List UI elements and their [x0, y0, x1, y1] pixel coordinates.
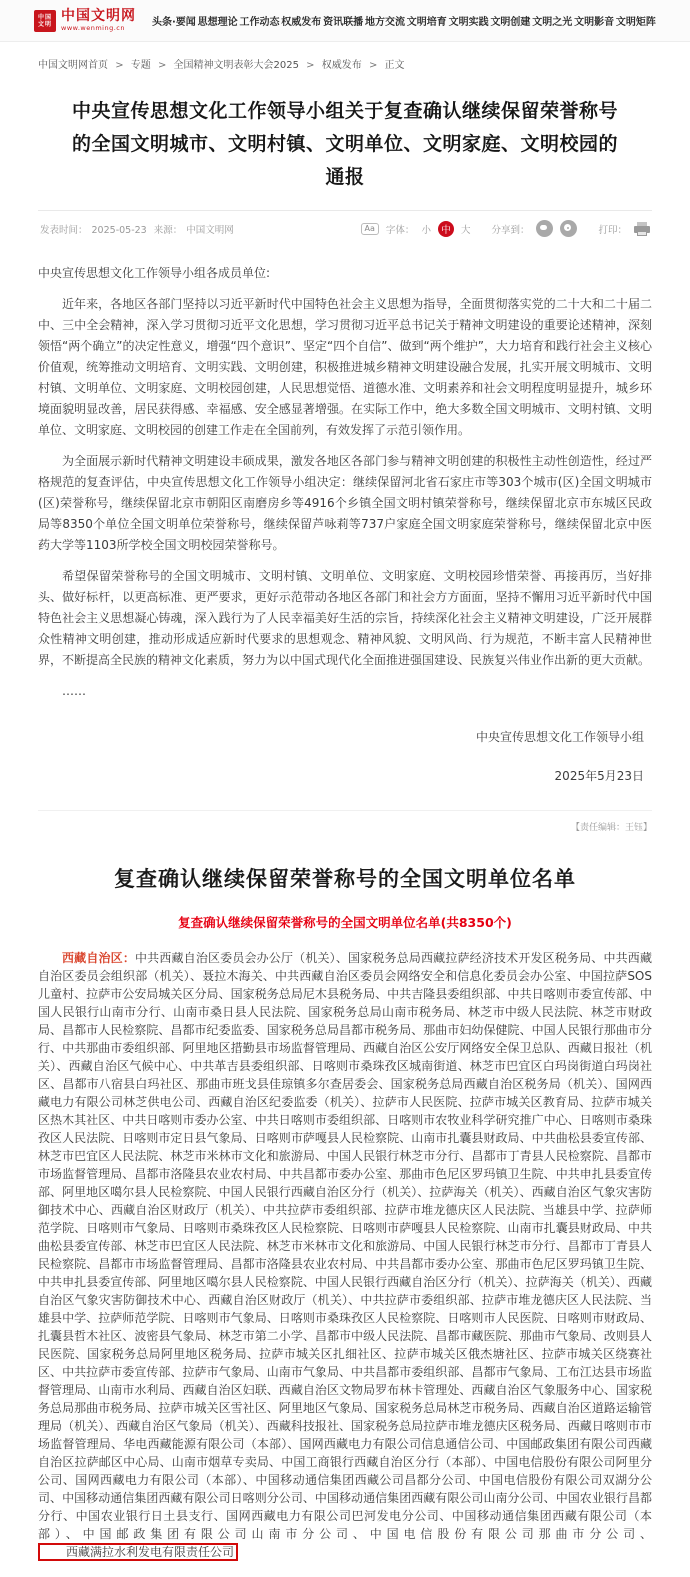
breadcrumb-item-home[interactable]: 中国文明网首页 [38, 60, 108, 71]
site-logo[interactable] [34, 9, 136, 32]
nav-item[interactable]: 资讯联播 [323, 17, 364, 28]
print-label: 打印： [598, 224, 627, 236]
signature-block [38, 728, 652, 784]
article-paragraph: 为全面展示新时代精神文明建设丰硕成果，激发各地区各部门参与精神文明创建的积极性主动性创造性，经过严格规范的复查评估，中央宣传思想文化工作领导小组决定：继续保留河北省石家庄市等303个城市(区)全国文明城市(区)荣誉称号，继续保留北京市朝阳区南磨房乡等4916个乡镇全国文明村镇荣誉称号，继续保留北京市东城区民政局等8350个单位全国文明单位荣誉称号，继续保留芦咏莉等737户家庭全国文明家庭荣誉称号，继续保留北京中医药大学等1103所学校全国文明校园荣誉称号。 [38, 454, 652, 552]
signature-date: 2025年5月23日 [554, 769, 644, 783]
breadcrumb-separator: > [115, 60, 124, 71]
nav-item[interactable]: 文明培育 [406, 17, 447, 28]
publish-date: 2025-05-23 [91, 224, 147, 236]
list-section-heading: 复查确认继续保留荣誉称号的全国文明单位名单 [114, 867, 576, 891]
logo-title: 中国文明网 [61, 8, 136, 25]
breadcrumb-item-current: 正文 [384, 60, 405, 71]
breadcrumb-item-event[interactable]: 全国精神文明表彰大会2025 [173, 60, 299, 71]
logo-url: www.wenming.cn [61, 24, 125, 33]
font-size-icon: Aa [361, 223, 379, 235]
breadcrumb-item-topic[interactable]: 专题 [130, 60, 151, 71]
publish-meta [40, 222, 238, 236]
nav-item[interactable]: 文明矩阵 [615, 17, 656, 28]
publish-time-label: 发表时间： [40, 224, 88, 236]
units-text: 中共西藏自治区委员会办公厅（机关）、国家税务总局西藏拉萨经济技术开发区税务局、中共西藏自治区委员会组织部（机关）、聂拉木海关、中共西藏自治区委员会网络安全和信息化委员会办公室、中国拉萨SOS儿童村、拉萨市公安局城关区分局、国家税务总局尼木县税务局、中共吉隆县委组织部、中共日喀则市委宣传部、中国人民银行山南市分行、山南市桑日县人民法院、国家税务总局山南市税务局、林芝市中级人民法院、林芝市财政局、昌都市人民检察院、昌都市纪委监委、国家税务总局昌都市税务局、那曲市妇幼保健院、中国人民银行那曲市分行、中共那曲市委组织部、阿里地区措勤县市场监督管理局、西藏自治区公安厅网络安全保卫总队、西藏日报社（机关）、西藏自治区气候中心、中共革吉县委组织部、日喀则市桑珠孜区城南街道、林芝市巴宜区白玛岗街道白玛岗社区、昌都市八宿县白玛社区、那曲市班戈县佳琼镇多尔查居委会、国家税务总局西藏自治区税务局（机关）、国网西藏电力有限公司林芝供电公司、西藏自治区纪委监委（机关）、拉萨市人民医院、拉萨市城关区教育局、拉萨市城关区热木其社区、中共日喀则市委办公室、中共日喀则市委组织部、日喀则市农牧业科学研究推广中心、日喀则市桑珠孜区人民法院、日喀则市定日县气象局、日喀则市萨嘎县人民检察院、山南市扎囊县财政局、中共曲松县委宣传部、林芝市巴宜区人民法院、林芝市米林市文化和旅游局、中国人民银行林芝市分行、昌都市丁青县人民检察院、昌都市市场监督管理局、昌都市洛隆县农业农村局、中共昌都市委办公室、那曲市色尼区罗玛镇卫生院、中共申扎县委宣传部、阿里地区噶尔县人民检察院、中国人民银行西藏自治区分行（机关）、拉萨海关（机关）、西藏自治区气象灾害防御技术中心、西藏自治区财政厅（机关）、中共拉萨市委组织部、拉萨市堆龙德庆区人民法院、当雄县中学、拉萨师范学院、日喀则市气象局、日喀则市桑珠孜区人民检察院、日喀则市萨嘎县人民检察院、山南市扎囊县财政局、中共曲松县委宣传部、林芝市巴宜区人民法院、林芝市米林市文化和旅游局、中国人民银行林芝市分行、昌都市丁青县人民检察院、昌都市市场监督管理局、昌都市洛隆县农业农村局、中共昌都市委办公室、那曲市色尼区罗玛镇卫生院、中共申扎县委宣传部、阿里地区噶尔县人民检察院、中国人民银行西藏自治区分行（机关）、拉萨海关（机关）、西藏自治区气象灾害防御技术中心、西藏自治区财政厅（机关）、中共拉萨市委组织部、拉萨市堆龙德庆区人民法院、当雄县中学、拉萨师范学院、日喀则市气象局、日喀则市桑珠孜区人民检察院、日喀则市人民医院、日喀则市财政局、扎囊县哲木社区、波密县气象局、林芝市第二小学、昌都市中级人民法院、昌都市藏医院、那曲市气象局、改则县人民医院、国家税务总局阿里地区税务局、拉萨市城关区扎细社区、拉萨市城关区俄杰塘社区、拉萨市城关区绕赛社区、中共拉萨市委宣传部、拉萨市气象局、山南市气象局、中共昌都市委组织部、昌都市气象局、工布江达县市场监督管理局、山南市水利局、西藏自治区妇联、西藏自治区文物局罗布林卡管理处、西藏自治区气象服务中心、国家税务总局那曲市税务局、拉萨市城关区雪社区、阿里地区气象局、国家税务总局林芝市税务局、西藏自治区道路运输管理局（机关）、西藏自治区气象局（机关）、西藏科技报社、国家税务总局拉萨市堆龙德庆区税务局、西藏日喀则市市场监督管理局、华电西藏能源有限公司（本部）、国网西藏电力有限公司信息通信公司、中国邮政集团有限公司西藏自治区拉萨邮区中心局、山南市烟草专卖局、中国工商银行西藏自治区分行（本部）、中国电信股份有限公司阿里分公司、国网西藏电力有限公司（本部）、中国移动通信集团西藏公司昌都分公司、中国电信股份有限公司双湖分公司、中国移动通信集团西藏有限公司日喀则分公司、中国移动通信集团西藏有限公司山南分公司、中国农业银行昌都分行、中国农业银行日土县支行、国网西藏电力有限公司巴河发电分公司、中国移动通信集团西藏有限公司（本部）、中国邮政集团有限公司山南市分公司、中国电信股份有限公司那曲市分公司、 [38, 951, 652, 1541]
article-paragraph: 近年来，各地区各部门坚持以习近平新时代中国特色社会主义思想为指导，全面贯彻落实党的二十大和二十届二中、三中全会精神，深入学习贯彻习近平文化思想，学习贯彻习近平总书记关于精神文明建设的重要论述精神，深刻领悟“两个确立”的决定性意义，增强“四个意识”、坚定“四个自信”、做到“两个维护”，大力培育和践行社会主义核心价值观，统筹推动文明培育、文明实践、文明创建，积极推进城乡精神文明建设融合发展，扎实开展文明城市、文明村镇、文明单位、文明家庭、文明校园创建，人民思想觉悟、道德水准、文明素养和社会文明程度明显提升，城乡环境面貌明显改善，居民获得感、幸福感、安全感显著增强。在实际工作中，绝大多数全国文明城市、文明村镇、文明单位、文明家庭、文明校园的创建工作走在全国前列，有效发挥了示范引领作用。 [38, 297, 652, 437]
wechat-share-icon[interactable] [536, 220, 553, 237]
page-title: 中央宣传思想文化工作领导小组关于复查确认继续保留荣誉称号的全国文明城市、文明村镇、文明单位、文明家庭、文明校园的通报 [71, 100, 618, 188]
font-size-label: 字体： [385, 224, 415, 236]
highlighted-unit: 西藏满拉水利发电有限责任公司 [38, 1543, 238, 1561]
font-medium-button[interactable]: 中 [438, 221, 454, 237]
nav-item[interactable]: 权威发布 [281, 17, 322, 28]
region-label: 西藏自治区： [62, 951, 135, 965]
article-body [38, 263, 652, 702]
site-header [0, 0, 690, 42]
font-large-button[interactable]: 大 [460, 224, 471, 236]
editor-credit: 【责任编辑：王钰】 [38, 810, 652, 833]
nav-item[interactable]: 文明创建 [490, 17, 531, 28]
share-label: 分享到： [491, 224, 530, 236]
article-container [0, 95, 690, 1577]
breadcrumb-item-channel[interactable]: 权威发布 [321, 60, 362, 71]
nav-item[interactable]: 思想理论 [197, 17, 238, 28]
breadcrumb [0, 42, 690, 81]
nav-item[interactable]: 文明影音 [574, 17, 615, 28]
units-list-paragraph [38, 949, 652, 1561]
breadcrumb-separator: > [306, 60, 315, 71]
article-meta-bar [38, 210, 652, 245]
signature-org: 中央宣传思想文化工作领导小组 [475, 730, 644, 744]
nav-item[interactable]: 地方交流 [364, 17, 405, 28]
font-small-button[interactable]: 小 [421, 224, 431, 236]
article-salutation: 中央宣传思想文化工作领导小组各成员单位: [38, 266, 271, 280]
list-section-subtitle: 复查确认继续保留荣誉称号的全国文明单位名单(共8350个) [178, 915, 512, 930]
breadcrumb-separator: > [157, 60, 167, 71]
main-nav [152, 13, 656, 28]
logo-seal-icon: 中国 文明 [34, 10, 56, 32]
source-label: 来源： [153, 224, 183, 236]
article-ellipsis: …… [62, 684, 86, 698]
nav-item[interactable]: 文明之光 [532, 17, 573, 28]
print-icon[interactable] [634, 222, 650, 236]
breadcrumb-separator: > [368, 60, 378, 71]
source-value: 中国文明网 [186, 224, 234, 236]
nav-item[interactable]: 工作动态 [239, 17, 280, 28]
weibo-share-icon[interactable] [560, 220, 577, 237]
article-paragraph: 希望保留荣誉称号的全国文明城市、文明村镇、文明单位、文明家庭、文明校园珍惜荣誉、再接再厉，当好排头、做好标杆，以更高标准、更严要求，更好示范带动各地区各部门和社会方方面面，坚持不懈用习近平新时代中国特色社会主义思想凝心铸魂，深入践行为了人民幸福美好生活的宗旨，持续深化社会主义精神文明建设，广泛开展群众性精神文明创建，推动形成适应新时代要求的思想观念、精神风貌、文明风尚、行为规范，不断丰富人民精神世界，不断提高全民族的精神文化素质，努力为以中国式现代化全面推进强国建设、民族复兴伟业作出新的更大贡献。 [38, 569, 652, 667]
nav-item[interactable]: 文明实践 [448, 17, 489, 28]
nav-item[interactable]: 头条·要闻 [152, 17, 196, 28]
